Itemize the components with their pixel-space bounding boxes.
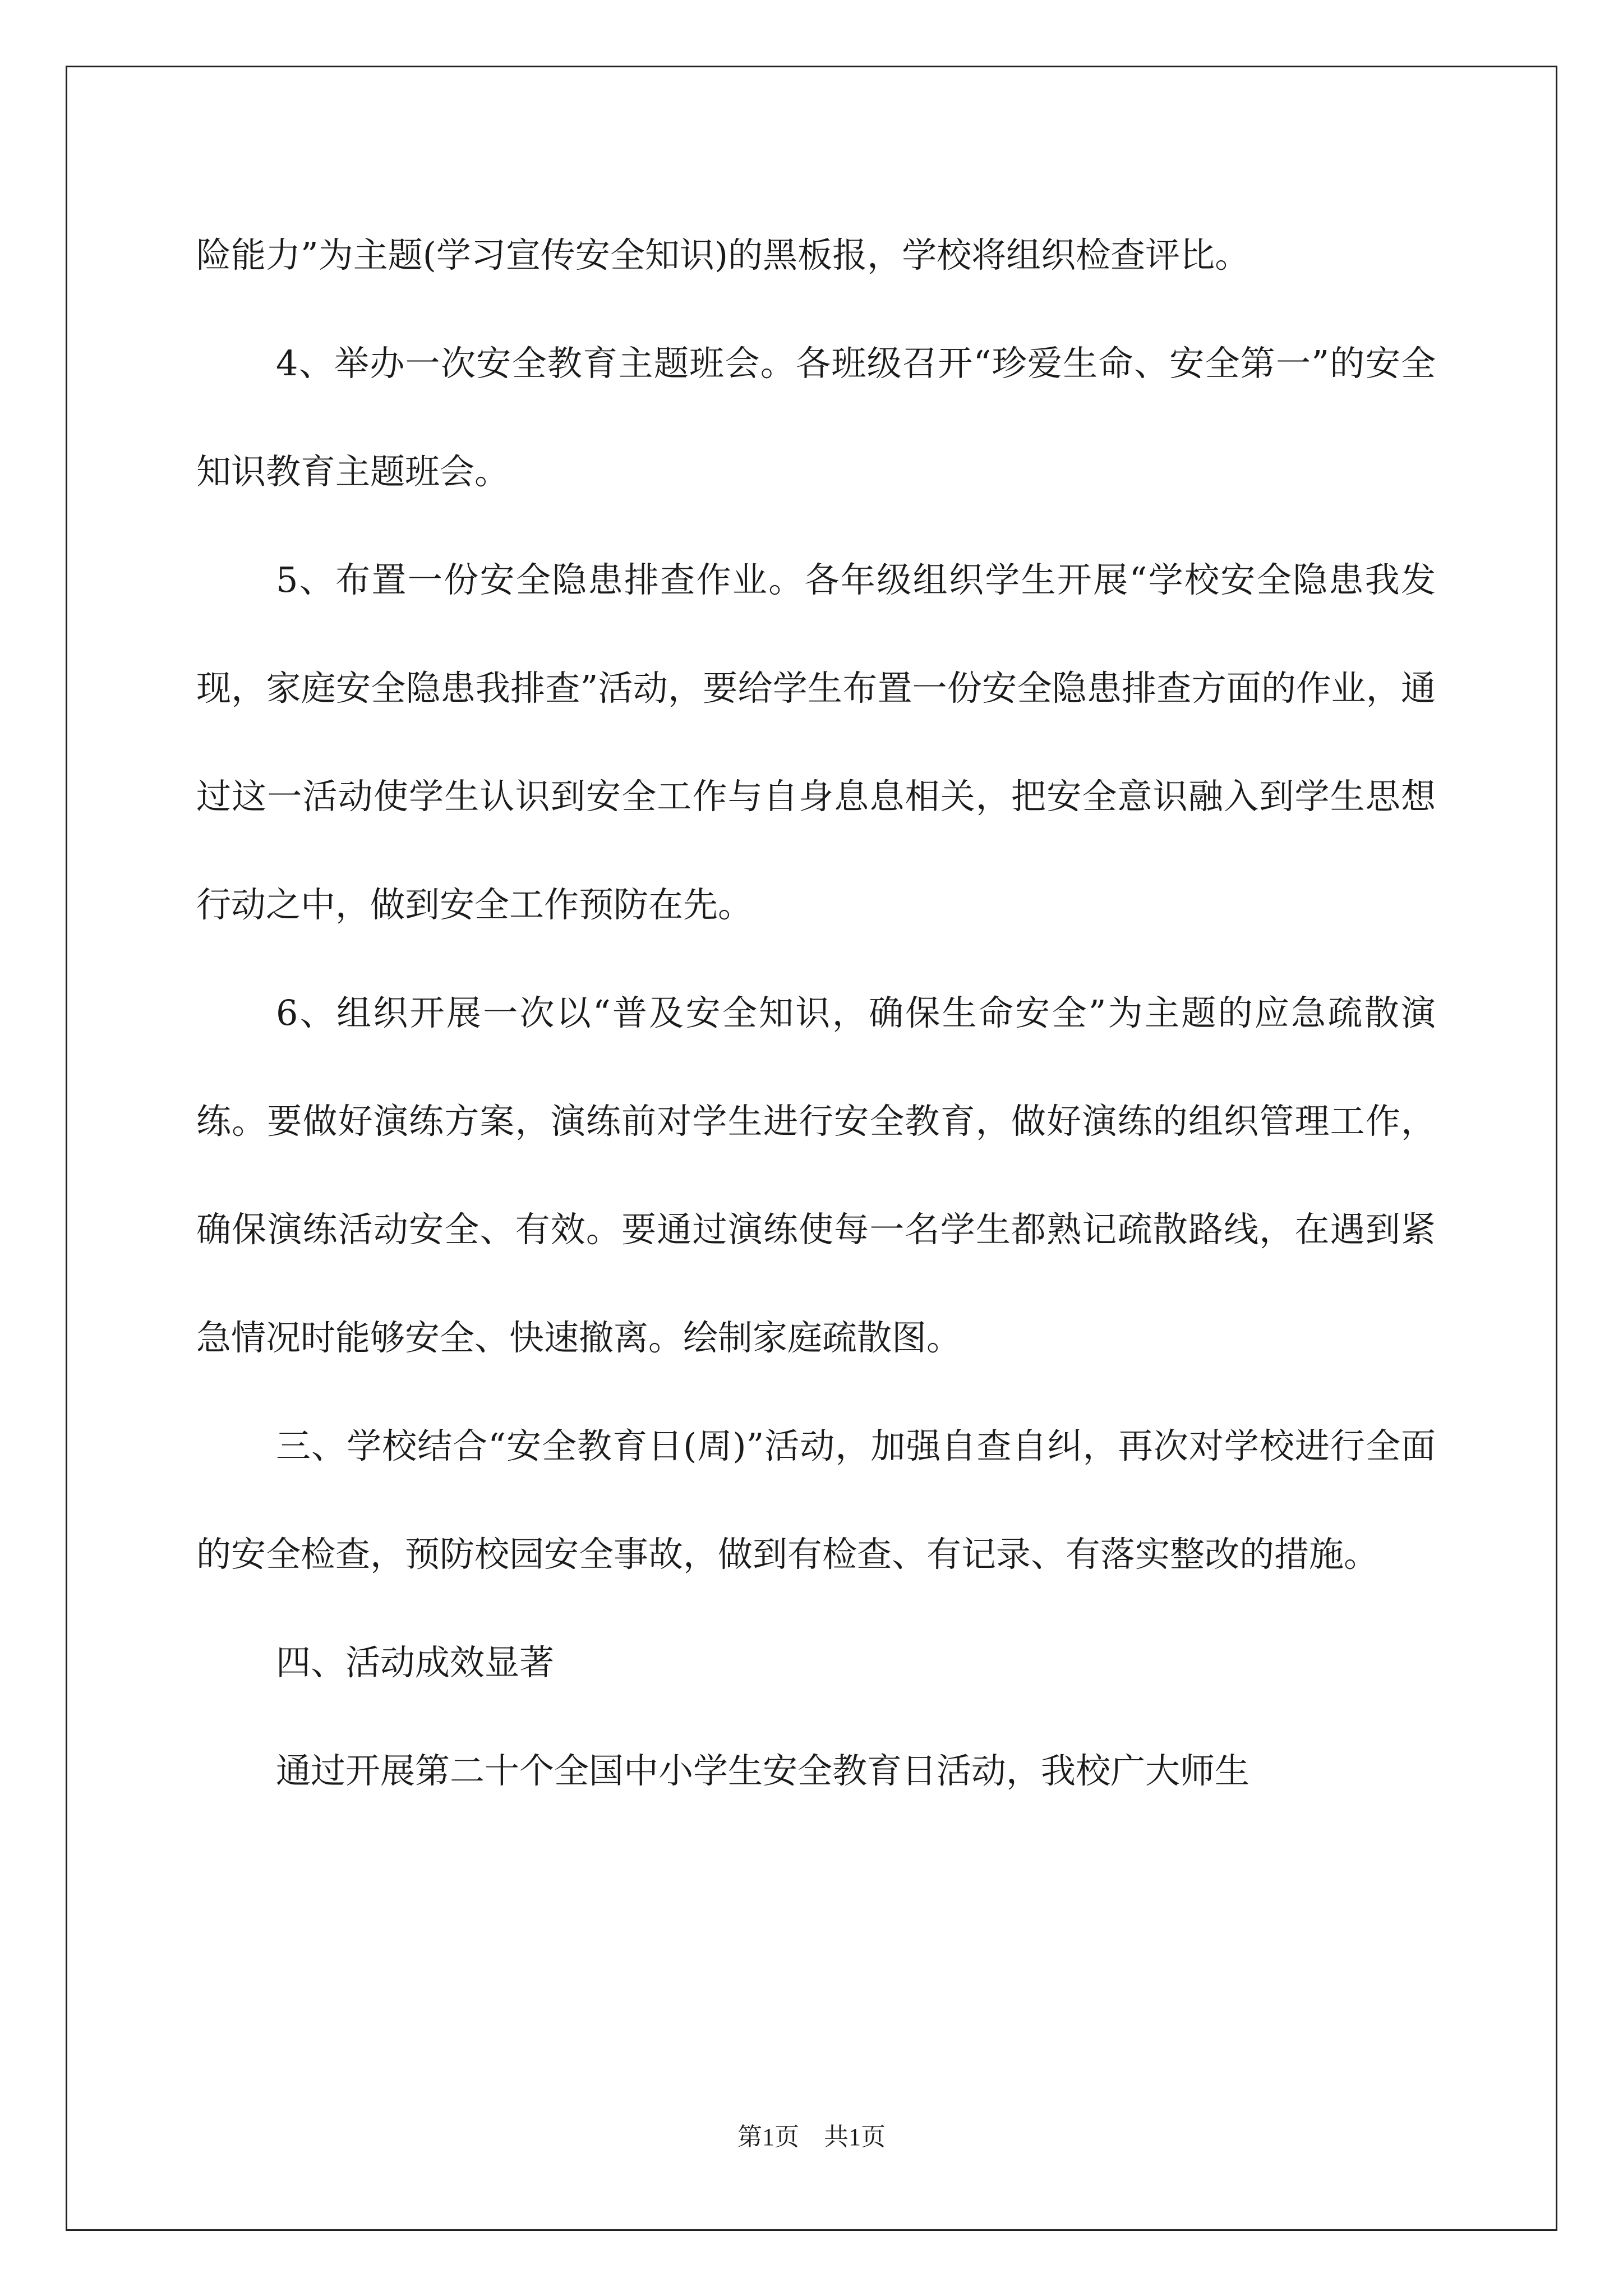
paragraph-7: 通过开展第二十个全国中小学生安全教育日活动，我校广大师生: [276, 1750, 1250, 1791]
document-body: [196, 201, 1436, 1825]
paragraph-2: 4、举办一次安全教育主题班会。各班级召开“珍爱生命、安全第一”的安全知识教育主题班会。: [196, 343, 1436, 492]
paragraph-4: 6、组织开展一次以“普及安全知识，确保生命安全”为主题的应急疏散演练。要做好演练方案，演练前对学生进行安全教育，做好演练的组织管理工作，确保演练活动安全、有效。要通过演练使每一名学生都熟记疏散路线，在遇到紧急情况时能够安全、快速撤离。绘制家庭疏散图。: [196, 992, 1436, 1358]
paragraph-3: 5、布置一份安全隐患排查作业。各年级组织学生开展“学校安全隐患我发现，家庭安全隐患我排查”活动，要给学生布置一份安全隐患排查方面的作业，通过这一活动使学生认识到安全工作与自身息息相关，把安全意识融入到学生思想行动之中，做到安全工作预防在先。: [196, 559, 1436, 925]
paragraph-1: 险能力”为主题(学习宣传安全知识)的黑板报，学校将组织检查评比。: [196, 234, 1250, 275]
page-footer: 第1页 共1页: [737, 2123, 886, 2151]
paragraph-5: 三、学校结合“安全教育日(周)”活动，加强自查自纠，再次对学校进行全面的安全检查，预防校园安全事故，做到有检查、有记录、有落实整改的措施。: [196, 1425, 1436, 1575]
section-heading: 四、活动成效显著: [276, 1642, 555, 1683]
